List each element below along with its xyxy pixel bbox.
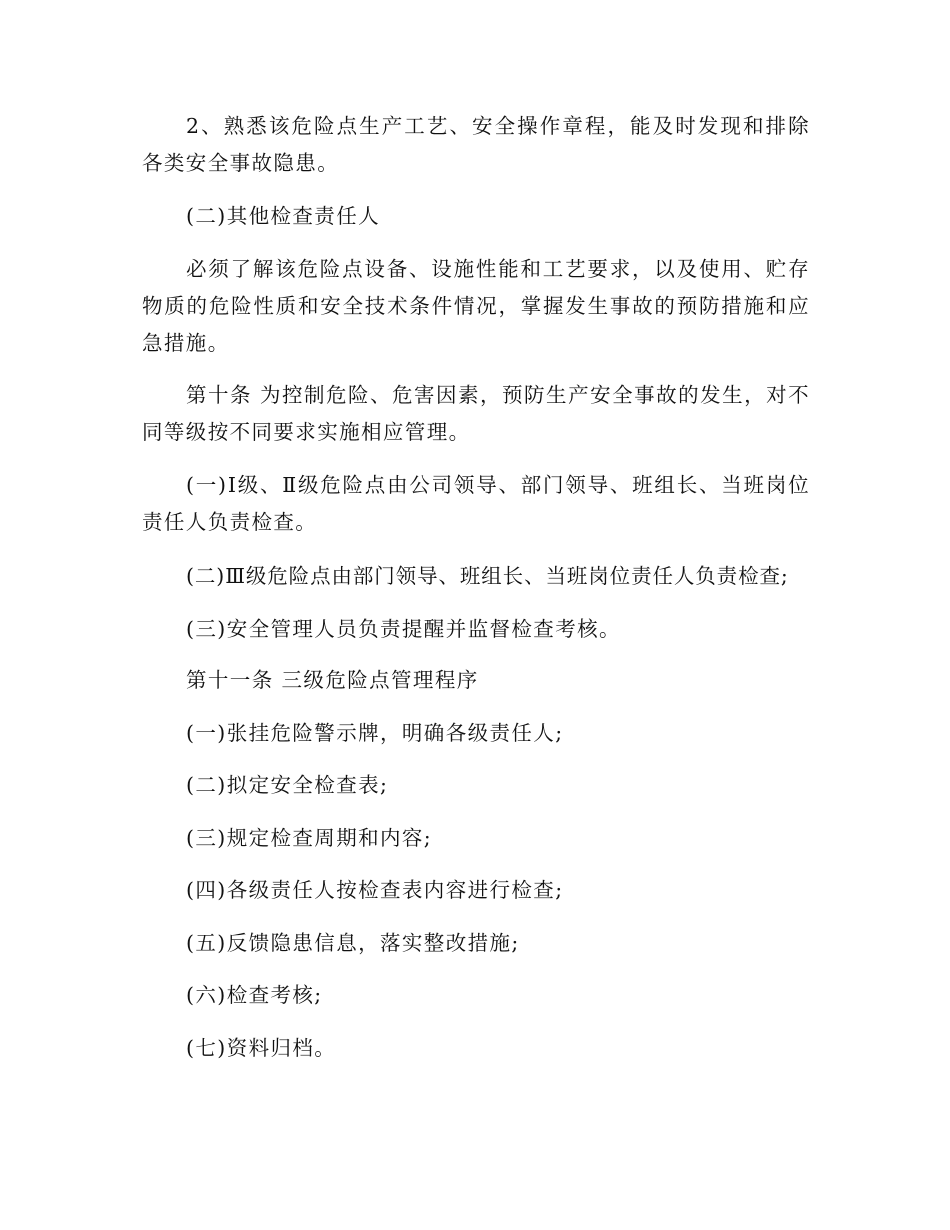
- article-eleven-heading: 第十一条 三级危险点管理程序: [186, 668, 479, 692]
- procedure-step-3: (三)规定检查周期和内容;: [186, 826, 433, 850]
- procedure-step-1: (一)张挂危险警示牌，明确各级责任人;: [186, 721, 564, 745]
- article-ten-item-3: (三)安全管理人员负责提醒并监督检查考核。: [186, 617, 621, 641]
- procedure-step-2: (二)拟定安全检查表;: [186, 773, 389, 797]
- heading-other-inspectors: (二)其他检查责任人: [186, 204, 380, 228]
- article-ten: 第十条 为控制危险、危害因素，预防生产安全事故的发生，对不同等级按不同要求实施相应管理。: [142, 383, 810, 444]
- article-ten-item-2: (二)Ⅲ级危险点由部门领导、班组长、当班岗位责任人负责检查;: [186, 564, 789, 588]
- procedure-step-4: (四)各级责任人按检查表内容进行检查;: [186, 878, 564, 902]
- paragraph-familiar-process: 2、熟悉该危险点生产工艺、安全操作章程，能及时发现和排除各类安全事故隐患。: [142, 114, 810, 175]
- procedure-step-7: (七)资料归档。: [186, 1036, 337, 1060]
- paragraph-must-understand: 必须了解该危险点设备、设施性能和工艺要求，以及使用、贮存物质的危险性质和安全技术条件情况，掌握发生事故的预防措施和应急措施。: [142, 257, 810, 355]
- procedure-step-6: (六)检查考核;: [186, 983, 323, 1007]
- article-ten-item-1: (一)Ⅰ级、Ⅱ级危险点由公司领导、部门领导、班组长、当班岗位责任人负责检查。: [142, 473, 810, 534]
- procedure-step-5: (五)反馈隐患信息，落实整改措施;: [186, 931, 520, 955]
